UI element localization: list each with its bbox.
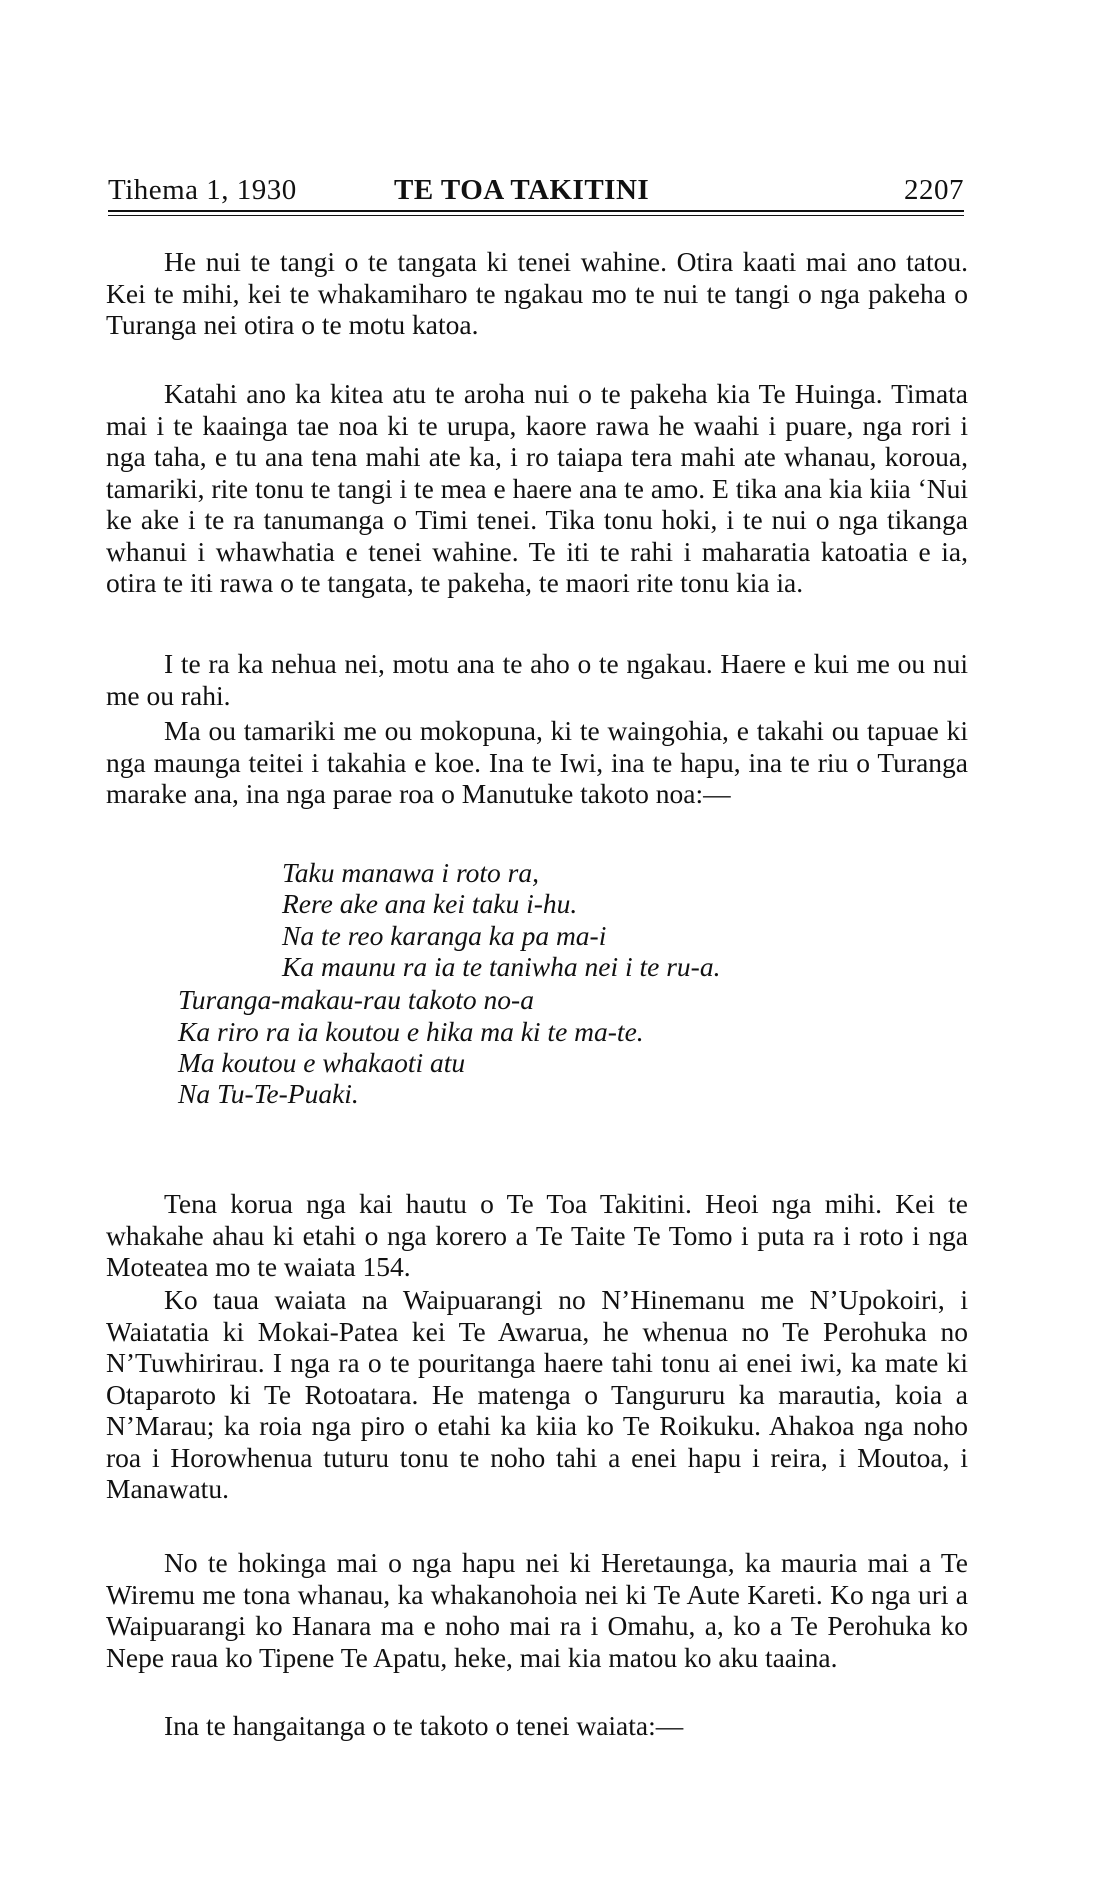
poem-line: Ka riro ra ia koutou e hika ma ki te ma-te. [178, 1016, 644, 1047]
paragraph-1: He nui te tangi o te tangata ki tenei wahine. Otira kaati mai ano tatou. Kei te mihi, kei te whakamiharo te ngakau mo te nui te tangi o nga pakeha o Turanga nei otira o te motu katoa. [106, 246, 968, 340]
paragraph-2: Katahi ano ka kitea atu te aroha nui o te pakeha kia Te Huinga. Timata mai i te kaainga tae noa ki te urupa, kaore rawa he waahi i puare, nga rori i nga taha, e tu ana tena mahi ate ka, i ro taiapa tera mahi ate whanau, koroua, tamariki, rite tonu te tangi i te mea e haere ana te amo. E tika ana kia kiia ‘Nui ke ake i te ra tanumanga o Timi tenei. Tika tonu hoki, i te nui o nga tikanga whanui i whawhatia e tenei wahine. Te iti te rahi i maharatia katoatia e ia, otira te iti rawa o te tangata, te pakeha, te maori rite tonu kia ia. [106, 378, 968, 598]
poem-line: Taku manawa i roto ra, [282, 857, 539, 888]
paragraph-6: Ko taua waiata na Waipuarangi no N’Hinemanu me N’Upokoiri, i Waiatatia ki Mokai-Patea kei Te Awarua, he whenua no Te Perohuka no N’Tuwhirirau. I nga ra o te pouritanga haere tahi tonu ai enei iwi, ka mate ki Otaparoto ki Te Rotoatara. He matenga o Tangururu ka marautia, koia a N’Marau; ka roia nga piro o etahi ka kiia ko Te Roikuku. Ahakoa nga noho roa i Horowhenua tuturu tonu te noho tahi a enei hapu i reira, i Moutoa, i Manawatu. [106, 1284, 968, 1504]
poem-line: Turanga-makau-rau takoto no-a [178, 984, 534, 1015]
header-rule-thin [108, 215, 964, 216]
paragraph-4: Ma ou tamariki me ou mokopuna, ki te waingohia, e takahi ou tapuae ki nga maunga teitei i takahia e koe. Ina te Iwi, ina te hapu, ina te riu o Turanga marake ana, ina nga parae roa o Manutuke takoto noa:— [106, 715, 968, 809]
header-rule [108, 210, 964, 212]
paragraph-5: Tena korua nga kai hautu o Te Toa Takitini. Heoi nga mihi. Kei te whakahe ahau ki etahi o nga korero a Te Taite Te Tomo i puta ra i roto i nga Moteatea mo te waiata 154. [106, 1188, 968, 1282]
running-header [108, 172, 964, 208]
poem-line: Rere ake ana kei taku i-hu. [282, 888, 578, 919]
page-number: 2207 [904, 174, 964, 206]
poem-line: Ka maunu ra ia te taniwha nei i te ru-a. [282, 951, 721, 982]
header-title: TE TOA TAKITINI [394, 174, 650, 206]
paragraph-7: No te hokinga mai o nga hapu nei ki Heretaunga, ka mauria mai a Te Wiremu me tona whanau, ka whakanohoia nei ki Te Aute Kareti. Ko nga uri a Waipuarangi ko Hanara ma e noho mai ra i Omahu, a, ko a Te Perohuka ko Nepe raua ko Tipene Te Apatu, heke, mai kia matou ko aku taaina. [106, 1547, 968, 1673]
poem-line: Na te reo karanga ka pa ma-i [282, 920, 607, 951]
poem-line: Na Tu-Te-Puaki. [178, 1078, 359, 1109]
paragraph-8: Ina te hangaitanga o te takoto o tenei waiata:— [164, 1710, 684, 1741]
header-date: Tihema 1, 1930 [108, 174, 297, 206]
paragraph-3: I te ra ka nehua nei, motu ana te aho o te ngakau. Haere e kui me ou nui me ou rahi. [106, 648, 968, 711]
poem-line: Ma koutou e whakaoti atu [178, 1047, 466, 1078]
